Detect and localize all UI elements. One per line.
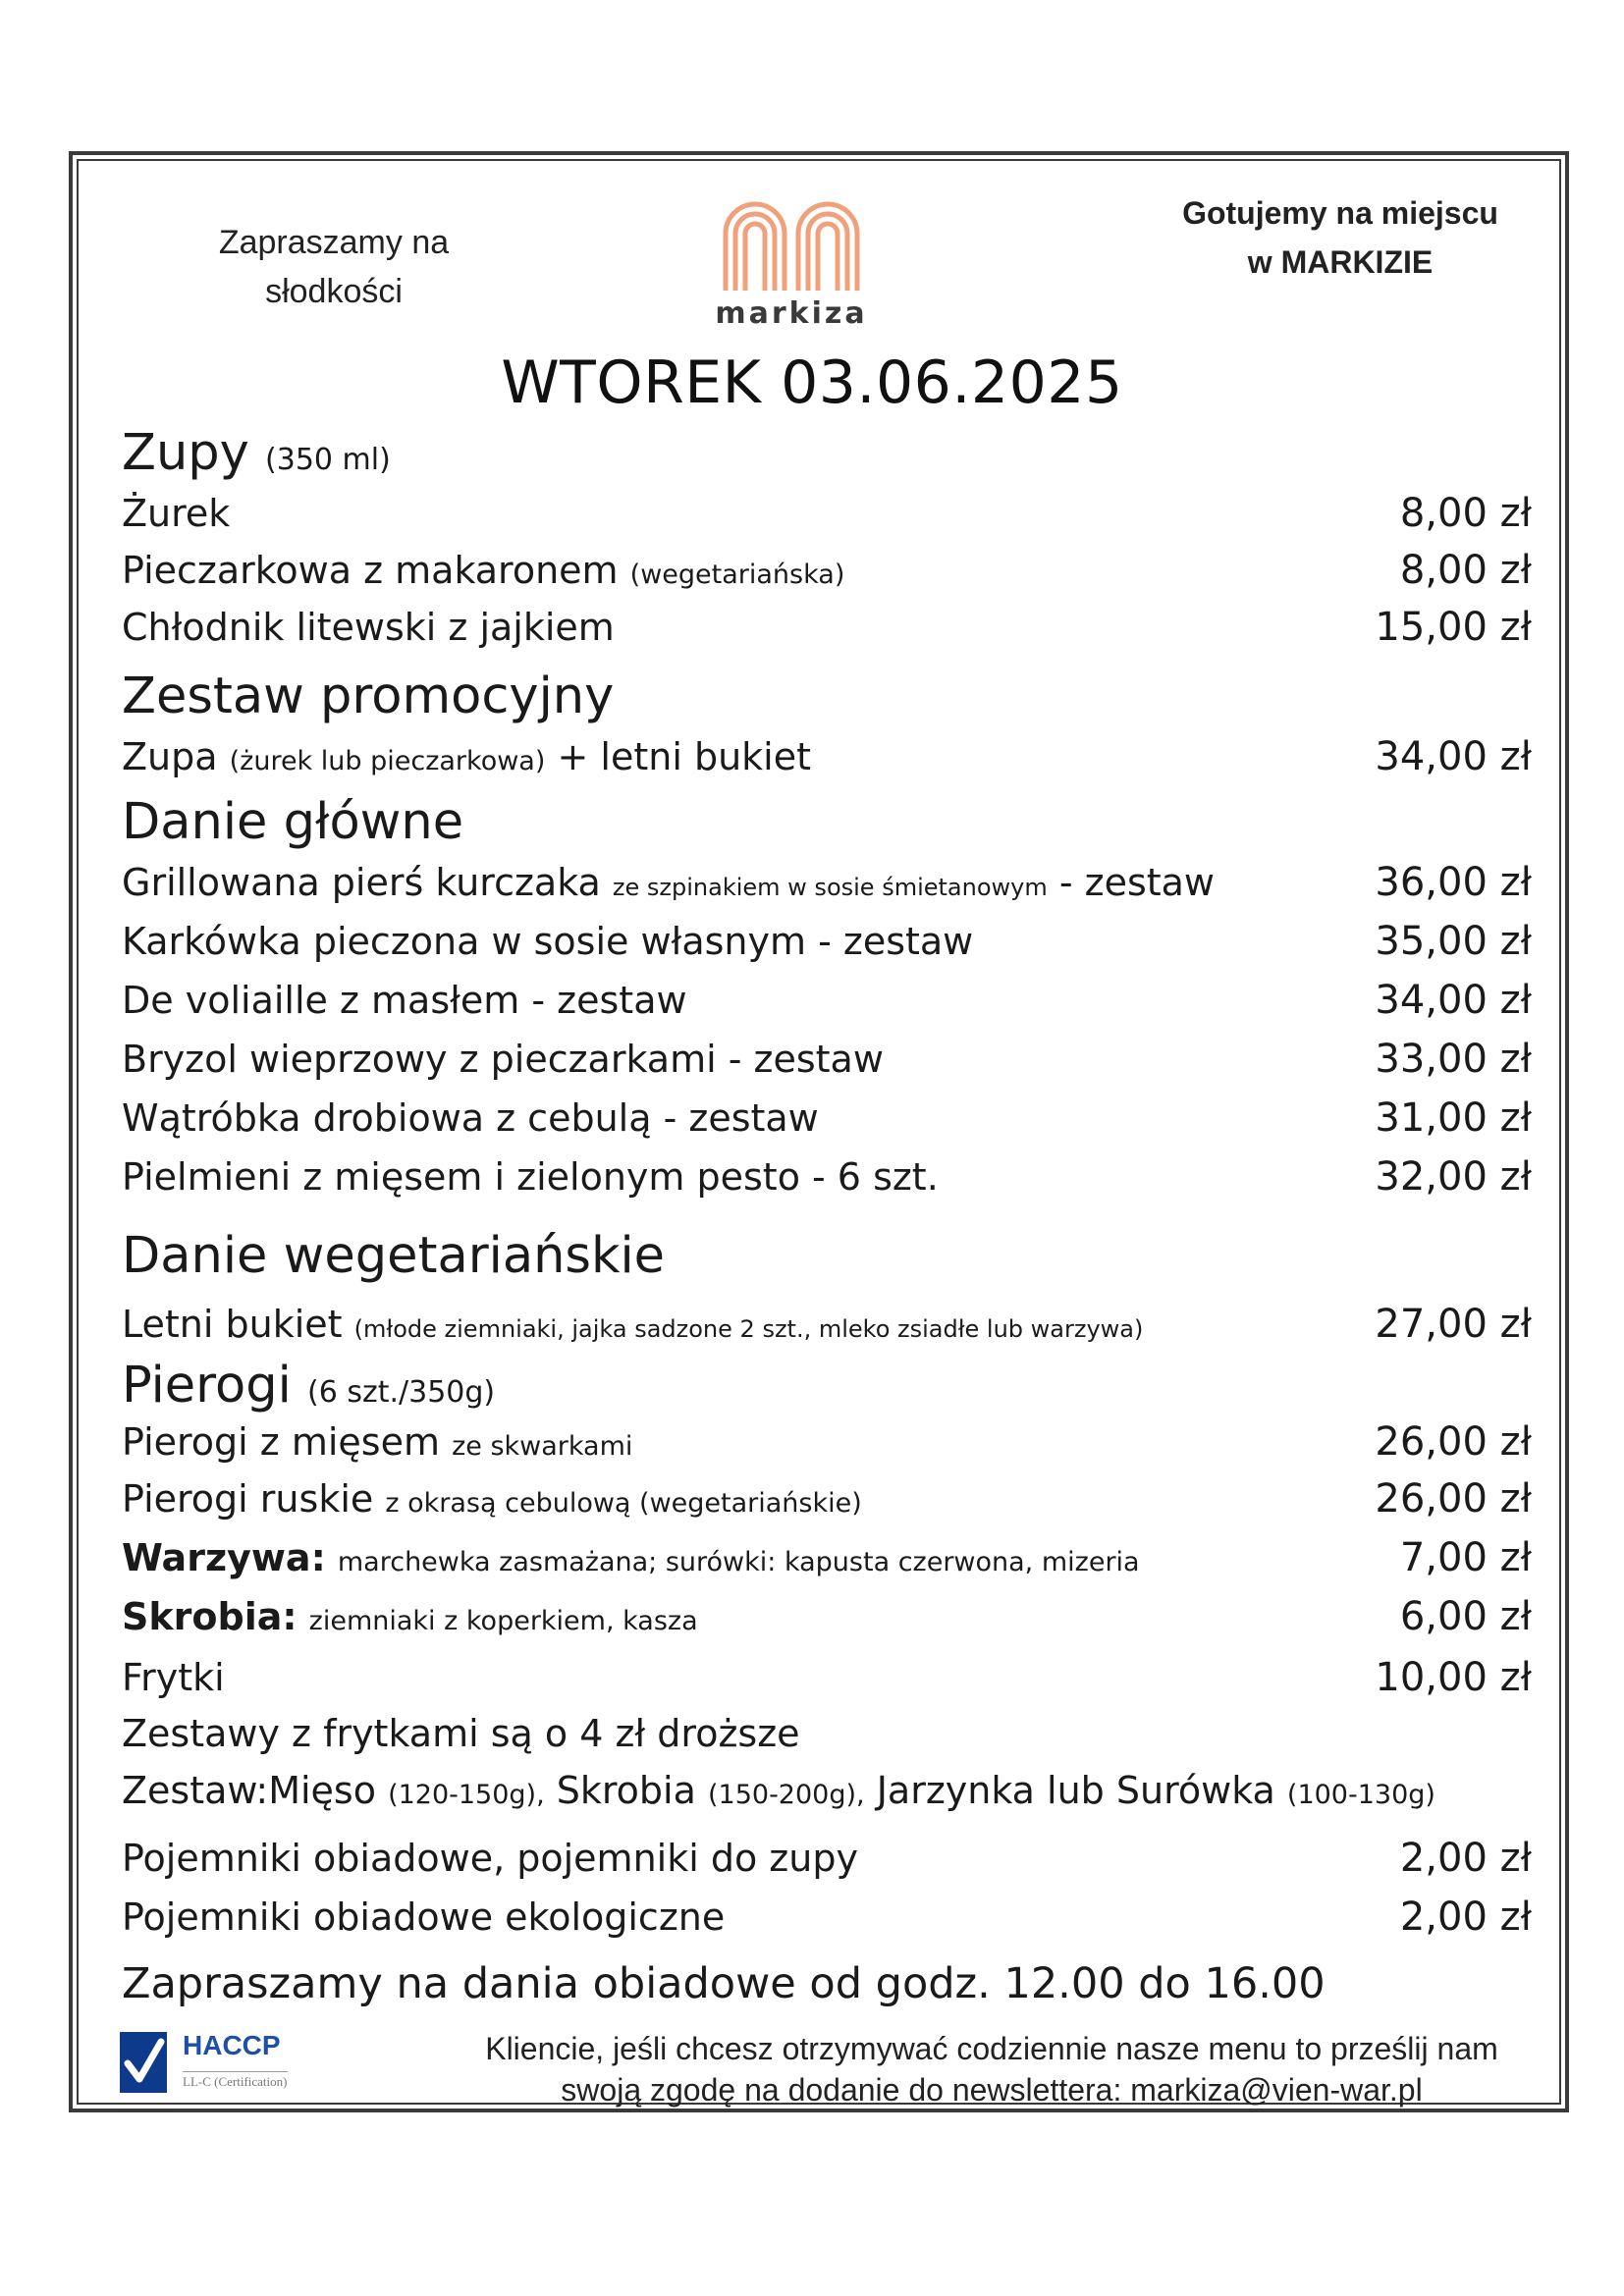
menu-item-row [122,978,1532,1033]
menu-item-row [122,1154,1532,1209]
soups-heading-note: (350 ml) [265,443,391,477]
section-heading-promo: Zestaw promocyjny [122,667,615,725]
item-name [122,1595,698,1638]
item-price: 34,00 zł [1375,734,1532,779]
haccp-check-icon [120,2032,167,2093]
sweets-line-1: Zapraszamy na [218,224,450,261]
item-note: ziemniaki z koperkiem, kasza [308,1606,698,1636]
menu-item-row [122,1476,1532,1531]
item-name: Bryzol wieprzowy z pieczarkami - zestaw [122,1038,884,1081]
item-name-text: Pierogi z mięsem [122,1420,440,1464]
cooking-line-2: w MARKIZIE [1247,244,1434,280]
set-meat: Zestaw:Mięso [122,1769,376,1812]
item-name-suffix: + letni bukiet [557,735,812,778]
item-name: Żurek [122,492,231,535]
item-name [122,1769,1435,1812]
item-name: Wątróbka drobiowa z cebulą - zestaw [122,1096,819,1140]
item-price: 31,00 zł [1375,1095,1532,1141]
menu-item-row [122,1594,1532,1649]
pierogi-heading-text: Pierogi [122,1357,292,1415]
item-name: Frytki [122,1656,225,1699]
item-note: marchewka zasmażana; surówki: kapusta czerwona, mizeria [337,1547,1140,1577]
item-name: Zestawy z frytkami są o 4 zł droższe [122,1712,800,1755]
item-price: 33,00 zł [1375,1037,1532,1082]
menu-item-row [122,491,1532,546]
menu-item-row [122,548,1532,603]
item-name [122,549,844,592]
item-name-text: Letni bukiet [122,1303,343,1346]
item-name [122,1303,1143,1346]
item-note: z okrasą cebulową (wegetariańskie) [385,1488,862,1519]
item-note: (żurek lub pieczarkowa) [229,746,546,776]
menu-item-row [122,605,1532,660]
item-price: 7,00 zł [1399,1535,1532,1580]
haccp-subtitle: LL-C (Certification) [183,2071,288,2090]
soups-heading-text: Zupy [122,424,249,482]
lunch-hours: Zapraszamy na dania obiadowe od godz. 12.00 do 16.00 [122,1959,1326,2008]
item-name: De voliaille z masłem - zestaw [122,979,687,1022]
item-price: 27,00 zł [1375,1302,1532,1347]
menu-item-row [122,860,1532,915]
item-note: ze skwarkami [452,1431,633,1462]
item-price: 35,00 zł [1375,919,1532,964]
item-name [122,861,1215,904]
item-price: 26,00 zł [1375,1476,1532,1522]
section-heading-mains: Danie główne [122,793,464,851]
menu-item-row [122,919,1532,974]
set-meat-weight: (120-150g), [388,1780,545,1810]
menu-item-row [122,1419,1532,1474]
item-name: Pojemniki obiadowe, pojemniki do zupy [122,1837,858,1880]
item-name-text: Pieczarkowa z makaronem [122,549,619,592]
fries-surcharge-note [122,1712,1532,1767]
item-price: 2,00 zł [1399,1895,1532,1940]
menu-item-row [122,734,1532,789]
item-name-text: Zupa [122,735,218,778]
markiza-logo-icon [720,198,863,293]
set-composition [122,1769,1532,1824]
item-name: Chłodnik litewski z jajkiem [122,606,615,649]
item-note: ze szpinakiem w sosie śmietanowym [612,874,1048,901]
item-name-text: Grillowana pierś kurczaka [122,861,601,904]
set-veg: Jarzynka lub Surówka [876,1769,1275,1812]
haccp-badge [120,2030,326,2099]
item-name: Pojemniki obiadowe ekologiczne [122,1896,726,1939]
item-price: 34,00 zł [1375,978,1532,1023]
newsletter-line-2: swoją zgodę na dodanie do newslettera: markiza@vien-war.pl [561,2072,1423,2108]
item-name [122,1477,862,1521]
item-price: 8,00 zł [1399,548,1532,593]
cooking-line-1: Gotujemy na miejscu [1182,195,1498,231]
item-note: (młode ziemniaki, jajka sadzone 2 szt., mleko zsiadłe lub warzywa) [353,1315,1144,1343]
menu-item-row [122,1535,1532,1590]
cooking-note [1139,188,1542,287]
haccp-title: HACCP [183,2030,281,2060]
item-price: 8,00 zł [1399,491,1532,536]
menu-item-row [122,1095,1532,1150]
item-name: Pielmieni z mięsem i zielonym pesto - 6 szt. [122,1155,939,1199]
item-price: 10,00 zł [1375,1655,1532,1700]
menu-item-row [122,1836,1532,1891]
menu-item-row [122,1302,1532,1357]
starch-label: Skrobia: [122,1595,298,1638]
menu-item-row [122,1037,1532,1092]
item-price: 6,00 zł [1399,1594,1532,1639]
logo-wordmark: markiza [715,296,868,331]
item-name-suffix: - zestaw [1058,861,1216,904]
set-starch: Skrobia [556,1769,696,1812]
item-name [122,1536,1140,1579]
item-price: 26,00 zł [1375,1419,1532,1465]
item-name: Karkówka pieczona w sosie własnym - zestaw [122,920,974,963]
menu-item-row [122,1895,1532,1949]
newsletter-line-1: Kliencie, jeśli chcesz otrzymywać codziennie nasze menu to prześlij nam [485,2031,1498,2066]
section-heading-soups [122,424,391,482]
pierogi-heading-note: (6 szt./350g) [307,1375,496,1410]
markiza-logo [715,198,868,344]
item-price: 2,00 zł [1399,1836,1532,1881]
section-heading-pierogi [122,1357,495,1415]
set-starch-weight: (150-200g), [708,1780,865,1810]
set-veg-weight: (100-130g) [1286,1780,1435,1810]
item-name [122,735,811,778]
vegetables-label: Warzywa: [122,1536,326,1579]
section-heading-vegetarian: Danie wegetariańskie [122,1227,666,1285]
newsletter-note [412,2028,1571,2110]
item-note: (wegetariańska) [629,560,845,590]
item-name [122,1420,632,1464]
item-price: 15,00 zł [1375,605,1532,650]
sweets-line-2: słodkości [265,273,403,310]
item-price: 32,00 zł [1375,1154,1532,1200]
menu-item-row [122,1655,1532,1710]
item-price: 36,00 zł [1375,860,1532,905]
sweets-invitation [157,218,511,316]
day-title: WTOREK 03.06.2025 [501,348,1123,417]
item-name-text: Pierogi ruskie [122,1477,374,1521]
